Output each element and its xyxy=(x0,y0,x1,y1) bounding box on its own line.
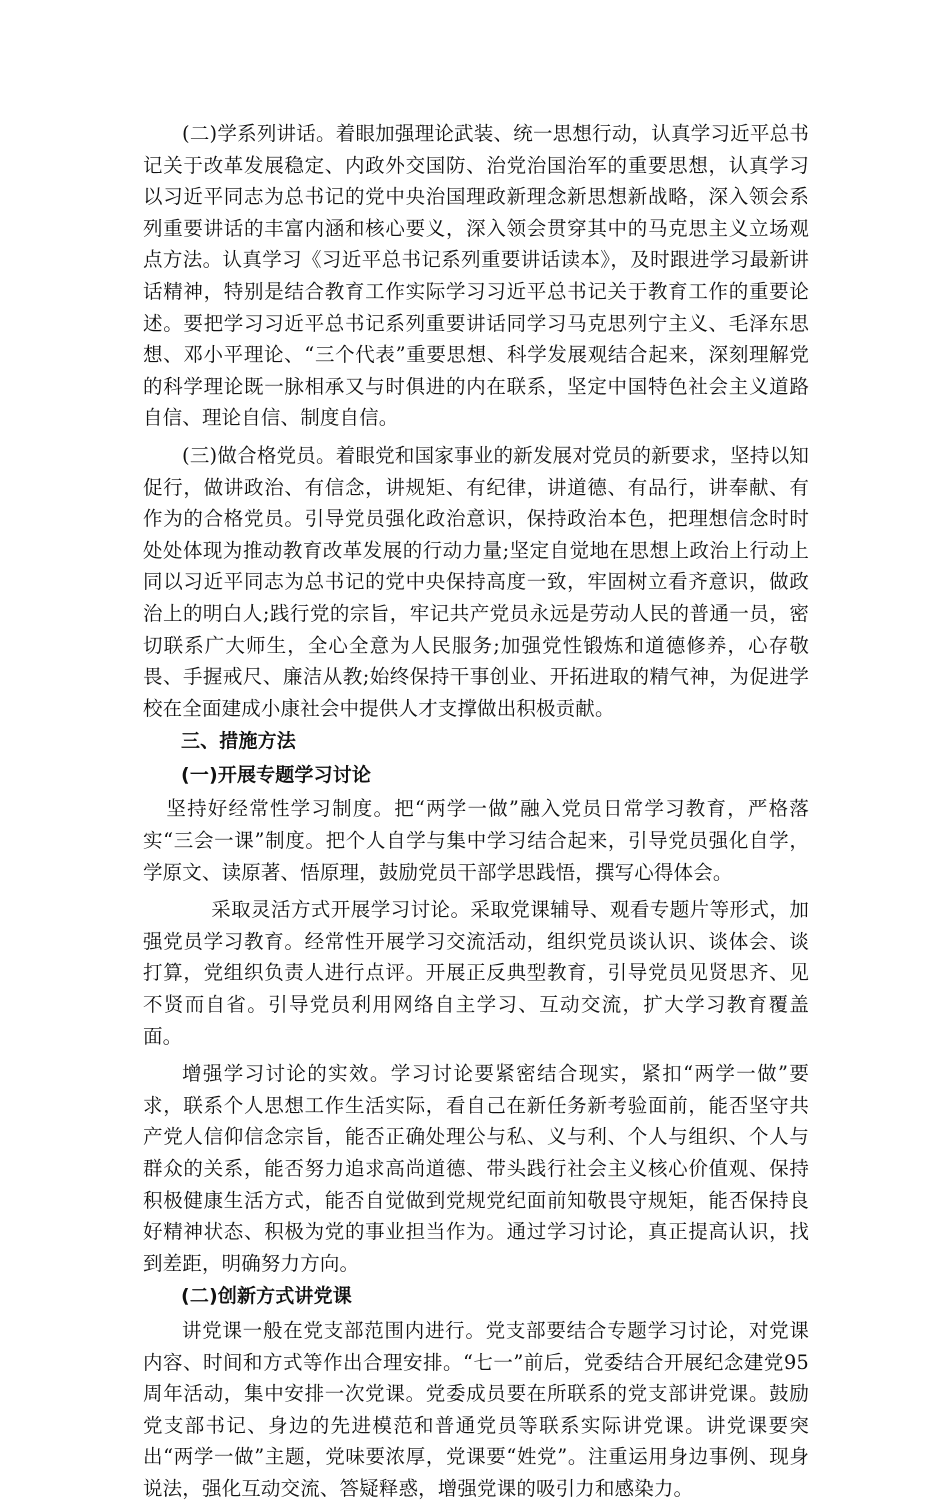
paragraph-study-speeches: (二)学系列讲话。着眼加强理论武装、统一思想行动，认真学习近平总书记关于改革发展稳定、内政外交国防、治党治国治军的重要思想，认真学习以习近平同志为总书记的党中央治国理政新理念新思想新战略，深入领会系列重要讲话的丰富内涵和核心要义，深入领会贯穿其中的马克思主义立场观点方法。认真学习《习近平总书记系列重要讲话读本》，及时跟进学习最新讲话精神，特别是结合教育工作实际学习习近平总书记关于教育工作的重要论述。要把学习习近平总书记系列重要讲话同学习马克思列宁主义、毛泽东思想、邓小平理论、“三个代表”重要思想、科学发展观结合起来，深刻理解党的科学理论既一脉相承又与时俱进的内在联系，坚定中国特色社会主义道路自信、理论自信、制度自信。 xyxy=(143,122,809,430)
paragraph-regular-study: 坚持好经常性学习制度。把“两学一做”融入党员日常学习教育，严格落实“三会一课”制度。把个人自学与集中学习结合起来，引导党员强化自学，学原文、读原著、悟原理，鼓励党员干部学思践悟，撰写心得体会。 xyxy=(143,797,809,884)
paragraph-flexible-study: 采取灵活方式开展学习讨论。采取党课辅导、观看专题片等形式，加强党员学习教育。经常性开展学习交流活动，组织党员谈认识、谈体会、谈打算，党组织负责人进行点评。开展正反典型教育，引导党员见贤思齐、见不贤而自省。引导党员利用网络自主学习、互动交流，扩大学习教育覆盖面。 xyxy=(143,898,809,1048)
subheading-party-lectures: (二)创新方式讲党课 xyxy=(181,1285,352,1308)
paragraph-party-lectures: 讲党课一般在党支部范围内进行。党支部要结合专题学习讨论，对党课内容、时间和方式等作出合理安排。“七一”前后，党委结合开展纪念建党95周年活动，集中安排一次党课。党委成员要在所联系的党支部讲党课。鼓励党支部书记、身边的先进模范和普通党员等联系实际讲党课。讲党课要突出“两学一做”主题，党味要浓厚，党课要“姓党”。注重运用身边事例、现身说法，强化互动交流、答疑释惑，增强党课的吸引力和感染力。 xyxy=(143,1318,809,1500)
subheading-topic-study: (一)开展专题学习讨论 xyxy=(181,763,372,786)
paragraph-qualified-member: (三)做合格党员。着眼党和国家事业的新发展对党员的新要求，坚持以知促行，做讲政治、有信念，讲规矩、有纪律，讲道德、有品行，讲奉献、有作为的合格党员。引导党员强化政治意识，保持政治本色，把理想信念时时处处体现为推动教育改革发展的行动力量;坚定自觉地在思想上政治上行动上同以习近平同志为总书记的党中央保持高度一致，牢固树立看齐意识，做政治上的明白人;践行党的宗旨，牢记共产党员永远是劳动人民的普通一员，密切联系广大师生，全心全意为人民服务;加强党性锻炼和道德修养，心存敬畏、手握戒尺、廉洁从教;始终保持干事创业、开拓进取的精气神，为促进学校在全面建成小康社会中提供人才支撑做出积极贡献。 xyxy=(143,443,809,720)
paragraph-effective-discussion: 增强学习讨论的实效。学习讨论要紧密结合现实，紧扣“两学一做”要求，联系个人思想工作生活实际，看自己在新任务新考验面前，能否坚守共产党人信仰信念宗旨，能否正确处理公与私、义与利、个人与组织、个人与群众的关系，能否努力追求高尚道德、带头践行社会主义核心价值观、保持积极健康生活方式，能否自觉做到党规党纪面前知敬畏守规矩，能否保持良好精神状态、积极为党的事业担当作为。通过学习讨论，真正提高认识，找到差距，明确努力方向。 xyxy=(143,1062,809,1275)
section-heading-measures: 三、措施方法 xyxy=(181,730,296,753)
document-body xyxy=(143,118,809,1505)
